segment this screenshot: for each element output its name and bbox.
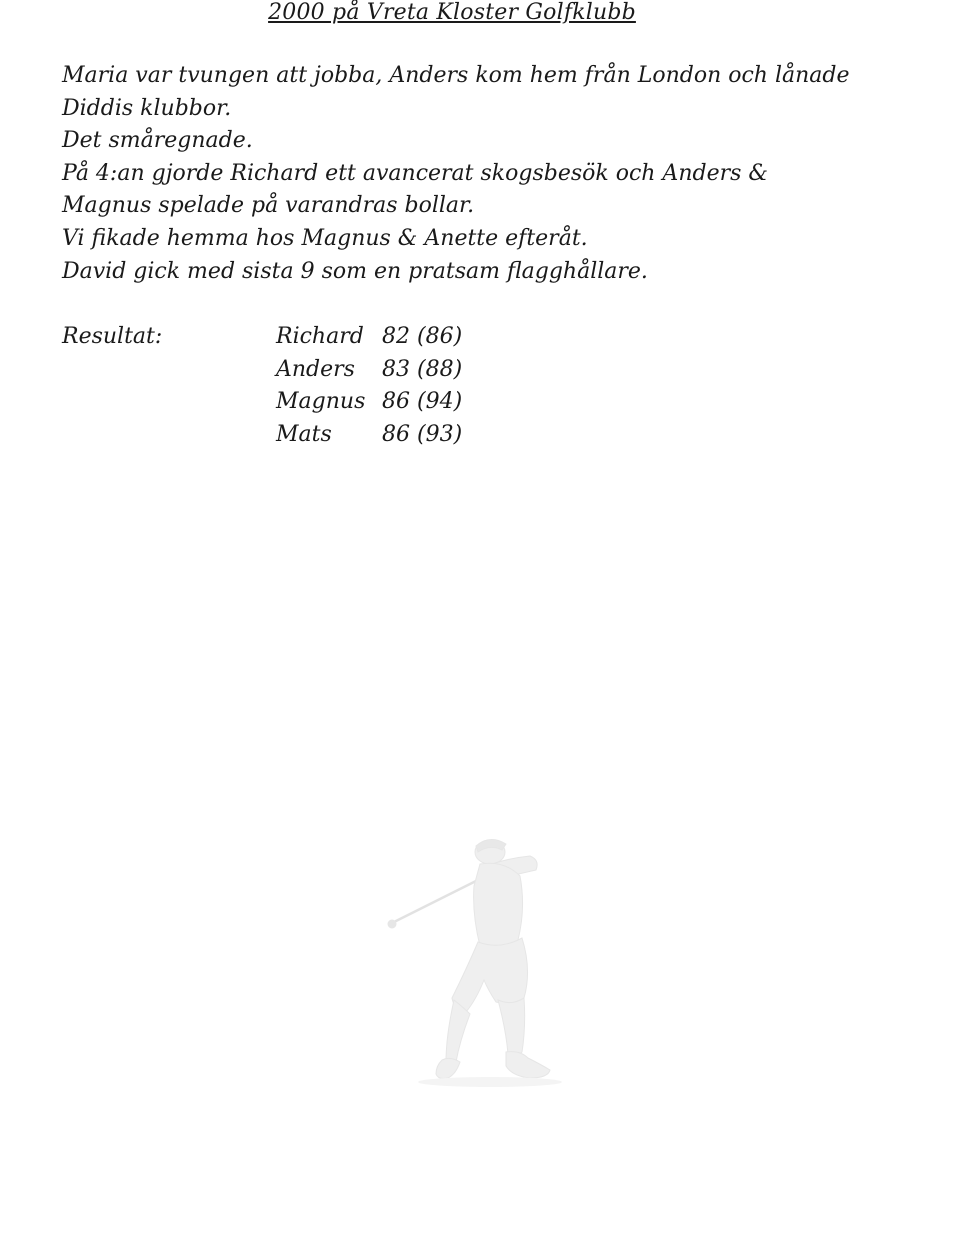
story-text — [62, 60, 862, 288]
player-name: Magnus — [276, 389, 366, 415]
player-name: Mats — [276, 421, 332, 447]
story-line: På 4:an gjorde Richard ett avancerat skogsbesök och Anders & — [62, 160, 768, 186]
player-name: Richard — [276, 324, 364, 349]
player-name: Anders — [276, 356, 355, 382]
player-score: 82 (86) — [382, 324, 463, 349]
player-score: 86 (93) — [382, 421, 463, 447]
result-row — [276, 386, 462, 419]
story-line: Diddis klubbor. — [62, 95, 232, 121]
results-label: Resultat: — [62, 324, 163, 349]
story-line: David gick med sista 9 som en pratsam flagghållare. — [62, 258, 648, 284]
result-row — [276, 419, 462, 452]
story-line: Vi fikade hemma hos Magnus & Anette efteråt. — [62, 225, 588, 251]
story-line: Magnus spelade på varandras bollar. — [62, 193, 475, 219]
story-line: Maria var tvungen att jobba, Anders kom hem från London och lånade — [62, 63, 850, 88]
results-table — [276, 321, 462, 451]
result-row — [276, 354, 462, 387]
result-row — [276, 321, 462, 354]
page-title: 2000 på Vreta Kloster Golfklubb — [268, 0, 636, 25]
golfer-silhouette-icon — [380, 830, 570, 1100]
story-line: Det småregnade. — [62, 128, 253, 154]
player-score: 86 (94) — [382, 389, 463, 415]
player-score: 83 (88) — [382, 356, 463, 382]
